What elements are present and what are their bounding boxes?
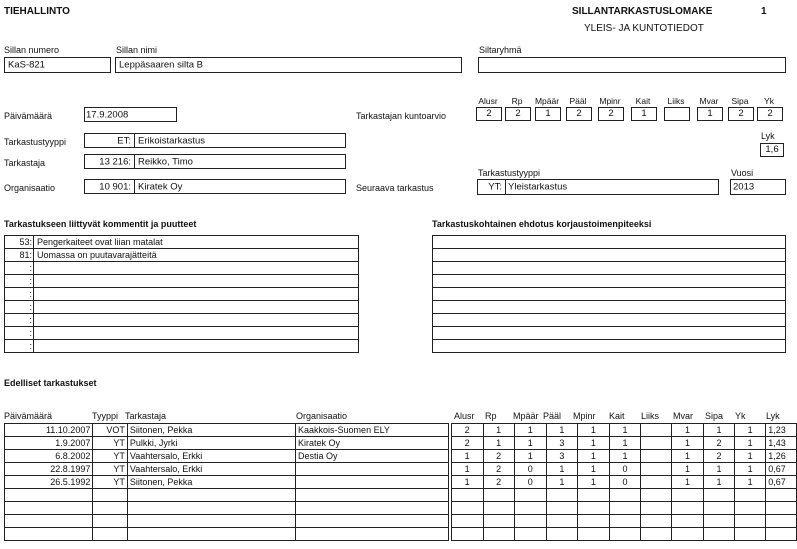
history-cell-yk: 1 (735, 450, 766, 463)
history-cell-yk: 1 (735, 437, 766, 450)
history-title: Edelliset tarkastukset (4, 378, 97, 388)
history-col-header: Sipa (705, 411, 724, 421)
history-cell-yk (735, 515, 766, 528)
comment-code: : (5, 288, 34, 301)
comment-code: : (5, 314, 34, 327)
history-cell-mpinr (577, 515, 609, 528)
inspector-separator (134, 155, 135, 168)
history-cell-kait (609, 528, 640, 541)
history-row[interactable] (5, 450, 797, 463)
history-cell-sipa: 2 (704, 450, 735, 463)
history-cell-sipa: 1 (704, 476, 735, 489)
history-cell-sipa (704, 489, 735, 502)
history-cell-sipa (704, 515, 735, 528)
proposal-row[interactable] (433, 327, 786, 340)
page-number: 1 (761, 6, 767, 17)
bridge-name-label: Sillan nimi (116, 45, 158, 55)
type-field[interactable] (84, 133, 346, 148)
history-col-header: Mvar (673, 411, 693, 421)
history-cell-mp-r: 1 (514, 437, 546, 450)
history-cell-p-iv-m-r- (5, 515, 93, 528)
history-cell-organisaatio (296, 502, 449, 515)
proposal-row[interactable] (433, 301, 786, 314)
history-cell-tyyppi (93, 515, 128, 528)
comment-text: Pengerkaiteet ovat liian matalat (34, 236, 359, 249)
next-inspection-label: Seuraava tarkastus (356, 183, 434, 193)
comment-row[interactable] (5, 314, 359, 327)
comment-text (34, 275, 359, 288)
history-cell-sipa (704, 528, 735, 541)
history-cell-tarkastaja: Vaahtersalo, Erkki (127, 450, 295, 463)
inspector-name: Reikko, Timo (138, 155, 193, 167)
organisation-separator (134, 180, 135, 193)
comment-text (34, 288, 359, 301)
next-type-label: Tarkastustyyppi (478, 168, 541, 178)
history-cell-alusr (451, 489, 483, 502)
history-cell-mpinr: 1 (577, 450, 609, 463)
history-row[interactable] (5, 528, 797, 541)
history-cell-kait: 1 (609, 450, 640, 463)
history-cell-mpinr (577, 502, 609, 515)
history-cell-yk: 1 (735, 424, 766, 437)
history-cell-lyk (766, 515, 797, 528)
date-label: Päivämäärä (4, 111, 53, 121)
history-cell-sipa: 1 (704, 424, 735, 437)
history-cell-p-l: 1 (546, 476, 577, 489)
proposal-row[interactable] (433, 314, 786, 327)
history-col-header: Päivämäärä (4, 411, 53, 421)
proposal-row[interactable] (433, 249, 786, 262)
history-row[interactable] (5, 463, 797, 476)
bridge-group-field[interactable] (478, 57, 786, 73)
history-cell-organisaatio (296, 515, 449, 528)
history-cell-liiks (641, 515, 672, 528)
history-cell-sipa: 2 (704, 437, 735, 450)
history-cell-kait: 1 (609, 424, 640, 437)
history-cell-tarkastaja (127, 489, 295, 502)
history-col-header: Tarkastaja (125, 411, 167, 421)
inspector-code: 13 216: (99, 155, 131, 167)
org-title: TIEHALLINTO (4, 6, 70, 17)
inspector-label: Tarkastaja (4, 158, 46, 168)
proposal-text (433, 327, 786, 340)
type-separator (134, 134, 135, 147)
history-cell-yk: 1 (735, 463, 766, 476)
history-cell-lyk: 1,43 (766, 437, 797, 450)
next-type-separator (505, 180, 506, 194)
history-cell-p-l (546, 515, 577, 528)
history-cell-lyk: 0,67 (766, 476, 797, 489)
comment-text (34, 340, 359, 353)
history-cell-mp-r: 0 (514, 463, 546, 476)
history-cell-mpinr: 1 (577, 463, 609, 476)
proposal-text (433, 301, 786, 314)
history-row[interactable] (5, 476, 797, 489)
date-value: 17.9.2008 (86, 108, 129, 120)
next-type-code: YT: (488, 181, 502, 193)
history-cell-mpinr: 1 (577, 437, 609, 450)
next-year-value: 2013 (733, 181, 755, 193)
proposal-text (433, 288, 786, 301)
comment-row[interactable] (5, 301, 359, 314)
history-cell-organisaatio: Destia Oy (296, 450, 449, 463)
bridge-number-field[interactable] (4, 57, 111, 73)
history-col-header: Yk (735, 411, 746, 421)
history-cell-tarkastaja (127, 528, 295, 541)
history-cell-kait: 0 (609, 476, 640, 489)
form-title: SILLANTARKASTUSLOMAKE (572, 6, 713, 17)
history-cell-yk (735, 528, 766, 541)
history-cell-p-iv-m-r-: 22.8.1997 (5, 463, 93, 476)
condition-score-rp[interactable]: 2 (505, 107, 531, 121)
history-cell-sipa (704, 502, 735, 515)
history-cell-alusr: 1 (451, 463, 483, 476)
history-cell-lyk (766, 489, 797, 502)
history-cell-tyyppi: YT (93, 476, 128, 489)
history-cell-mp-r (514, 515, 546, 528)
history-cell-kait: 0 (609, 463, 640, 476)
history-cell-yk (735, 489, 766, 502)
history-cell-organisaatio: Kaakkois-Suomen ELY (296, 424, 449, 437)
history-table (4, 423, 797, 541)
history-cell-kait (609, 515, 640, 528)
type-name: Erikoistarkastus (138, 134, 206, 146)
condition-col-label: Rp (511, 96, 523, 106)
history-cell-mp-r: 1 (514, 450, 546, 463)
comment-row[interactable] (5, 236, 359, 249)
organisation-code: 10 901: (99, 180, 131, 192)
history-cell-organisaatio (296, 528, 449, 541)
proposal-text (433, 249, 786, 262)
organisation-label: Organisaatio (4, 183, 56, 193)
organisation-name: Kiratek Oy (138, 180, 183, 192)
history-col-header: Rp (485, 411, 497, 421)
history-cell-tyyppi: YT (93, 463, 128, 476)
history-cell-p-l: 1 (546, 424, 577, 437)
history-col-header: Lyk (766, 411, 780, 421)
proposal-row[interactable] (433, 275, 786, 288)
history-cell-mvar: 1 (671, 424, 703, 437)
history-cell-liiks (641, 502, 672, 515)
history-cell-mpinr (577, 489, 609, 502)
organisation-field[interactable] (84, 179, 346, 194)
condition-col-label: Mpäär (534, 96, 560, 106)
proposal-text (433, 262, 786, 275)
history-cell-mvar: 1 (671, 437, 703, 450)
history-cell-rp: 2 (483, 476, 514, 489)
history-cell-rp (483, 515, 514, 528)
history-cell-organisaatio: Kiratek Oy (296, 437, 449, 450)
condition-score-kait[interactable]: 1 (631, 107, 657, 121)
history-cell-rp: 1 (483, 437, 514, 450)
history-cell-mpinr: 1 (577, 476, 609, 489)
comment-code: : (5, 301, 34, 314)
history-cell-kait (609, 502, 640, 515)
history-cell-kait: 1 (609, 437, 640, 450)
history-cell-liiks (641, 528, 672, 541)
history-cell-lyk: 1,26 (766, 450, 797, 463)
date-field[interactable] (84, 107, 177, 122)
next-type-field[interactable] (477, 179, 719, 195)
history-cell-p-iv-m-r-: 11.10.2007 (5, 424, 93, 437)
history-cell-rp: 1 (483, 424, 514, 437)
condition-col-label: Sipa (731, 96, 749, 106)
comment-code: 81: (5, 249, 34, 262)
lyk-value: 1,6 (765, 144, 779, 155)
history-cell-kait (609, 489, 640, 502)
bridge-name-value: Leppäsaaren silta B (119, 59, 203, 71)
history-cell-organisaatio (296, 489, 449, 502)
proposal-row[interactable] (433, 288, 786, 301)
bridge-name-field[interactable] (115, 57, 462, 73)
comment-row[interactable] (5, 275, 359, 288)
bridge-group-label: Siltaryhmä (479, 45, 522, 55)
history-cell-p-l: 3 (546, 450, 577, 463)
history-cell-p-l (546, 489, 577, 502)
condition-col-label: Yk (764, 96, 774, 106)
history-col-header: Kait (609, 411, 625, 421)
proposal-text (433, 275, 786, 288)
history-cell-mp-r (514, 489, 546, 502)
history-cell-mvar (671, 528, 703, 541)
history-cell-mp-r: 0 (514, 476, 546, 489)
history-cell-liiks (641, 476, 672, 489)
comment-code: : (5, 275, 34, 288)
inspector-field[interactable] (84, 154, 346, 169)
history-cell-lyk: 0,67 (766, 463, 797, 476)
comment-code: : (5, 327, 34, 340)
condition-score-mpäär[interactable]: 1 (535, 107, 561, 121)
history-cell-yk: 1 (735, 476, 766, 489)
history-col-header: Mpinr (573, 411, 596, 421)
history-cell-alusr: 1 (451, 450, 483, 463)
lyk-field[interactable] (760, 143, 784, 157)
history-cell-lyk (766, 502, 797, 515)
type-label: Tarkastustyyppi (4, 137, 67, 147)
history-cell-rp (483, 528, 514, 541)
proposal-row[interactable] (433, 262, 786, 275)
next-type-name: Yleistarkastus (508, 181, 568, 193)
condition-col-label: Alusr (478, 96, 498, 106)
bridge-number-label: Sillan numero (4, 45, 60, 55)
history-cell-rp (483, 489, 514, 502)
history-cell-mp-r (514, 528, 546, 541)
history-cell-mpinr: 1 (577, 424, 609, 437)
proposals-table (432, 235, 786, 353)
condition-label: Tarkastajan kuntoarvio (356, 111, 447, 121)
history-cell-tarkastaja (127, 502, 295, 515)
history-cell-liiks (641, 424, 672, 437)
comments-table (4, 235, 359, 353)
proposal-row[interactable] (433, 340, 786, 353)
history-cell-tarkastaja: Siitonen, Pekka (127, 476, 295, 489)
history-cell-p-l: 1 (546, 463, 577, 476)
history-cell-yk (735, 502, 766, 515)
history-row[interactable] (5, 515, 797, 528)
condition-score-mvar[interactable]: 1 (697, 107, 723, 121)
comment-text (34, 262, 359, 275)
history-cell-alusr: 2 (451, 424, 483, 437)
history-cell-mpinr (577, 528, 609, 541)
history-cell-liiks (641, 463, 672, 476)
history-cell-liiks (641, 437, 672, 450)
history-cell-p-iv-m-r- (5, 489, 93, 502)
history-cell-alusr: 2 (451, 437, 483, 450)
proposal-text (433, 340, 786, 353)
condition-col-label: Liiks (667, 96, 685, 106)
history-row[interactable] (5, 437, 797, 450)
history-cell-alusr (451, 528, 483, 541)
history-row[interactable] (5, 502, 797, 515)
history-cell-mvar (671, 502, 703, 515)
condition-score-yk[interactable]: 2 (757, 107, 783, 121)
condition-col-label: Mpinr (599, 96, 621, 106)
comment-row[interactable] (5, 262, 359, 275)
history-cell-alusr (451, 515, 483, 528)
comment-row[interactable] (5, 249, 359, 262)
comment-row[interactable] (5, 327, 359, 340)
comment-row[interactable] (5, 340, 359, 353)
history-col-header: Organisaatio (296, 411, 348, 421)
condition-col-label: Kait (635, 96, 651, 106)
comment-code: : (5, 262, 34, 275)
history-cell-tarkastaja: Siitonen, Pekka (127, 424, 295, 437)
condition-col-label: Pääl (569, 96, 587, 106)
history-col-header: Liiks (641, 411, 660, 421)
next-year-label: Vuosi (731, 168, 754, 178)
history-cell-p-iv-m-r-: 1.9.2007 (5, 437, 93, 450)
history-cell-p-iv-m-r- (5, 528, 93, 541)
history-cell-mp-r: 1 (514, 424, 546, 437)
condition-col-label: Mvar (699, 96, 719, 106)
comment-text: Uomassa on puutavarajätteitä (34, 249, 359, 262)
lyk-label: Lyk (761, 131, 775, 141)
history-cell-alusr: 1 (451, 476, 483, 489)
history-cell-p-l (546, 502, 577, 515)
history-cell-rp (483, 502, 514, 515)
history-cell-tyyppi (93, 528, 128, 541)
condition-score-mpinr[interactable]: 2 (598, 107, 624, 121)
history-cell-tyyppi: YT (93, 437, 128, 450)
history-cell-mvar: 1 (671, 450, 703, 463)
history-cell-tyyppi: YT (93, 450, 128, 463)
history-cell-tyyppi: VOT (93, 424, 128, 437)
history-col-header: Tyyppi (92, 411, 119, 421)
history-cell-lyk (766, 528, 797, 541)
history-cell-tarkastaja (127, 515, 295, 528)
condition-score-sipa[interactable]: 2 (728, 107, 754, 121)
history-col-header: Alusr (454, 411, 475, 421)
history-cell-organisaatio (296, 463, 449, 476)
history-cell-p-iv-m-r- (5, 502, 93, 515)
history-cell-organisaatio (296, 476, 449, 489)
history-row[interactable] (5, 489, 797, 502)
comment-code: 53: (5, 236, 34, 249)
condition-score-pääl[interactable]: 2 (566, 107, 592, 121)
history-cell-tarkastaja: Pulkki, Jyrki (127, 437, 295, 450)
proposal-text (433, 314, 786, 327)
history-cell-tyyppi (93, 489, 128, 502)
condition-score-liiks[interactable] (664, 107, 690, 121)
type-code: ET: (117, 134, 131, 146)
proposals-title: Tarkastuskohtainen ehdotus korjaustoimenpiteeksi (432, 219, 652, 229)
history-cell-liiks (641, 489, 672, 502)
history-cell-liiks (641, 450, 672, 463)
history-col-header: Mpäär (513, 411, 539, 421)
comment-text (34, 327, 359, 340)
proposal-text (433, 236, 786, 249)
comment-text (34, 301, 359, 314)
history-cell-mvar (671, 489, 703, 502)
proposal-row[interactable] (433, 236, 786, 249)
history-cell-lyk: 1,23 (766, 424, 797, 437)
history-cell-mvar (671, 515, 703, 528)
history-cell-p-l: 3 (546, 437, 577, 450)
history-cell-rp: 2 (483, 463, 514, 476)
comment-row[interactable] (5, 288, 359, 301)
history-row[interactable] (5, 424, 797, 437)
bridge-number-value: KaS-821 (8, 59, 45, 71)
comment-text (34, 314, 359, 327)
comment-code: : (5, 340, 34, 353)
history-cell-p-iv-m-r-: 26.5.1992 (5, 476, 93, 489)
history-cell-mvar: 1 (671, 476, 703, 489)
next-year-field[interactable] (730, 179, 786, 195)
comments-title: Tarkastukseen liittyvät kommentit ja puutteet (4, 219, 197, 229)
condition-score-alusr[interactable]: 2 (476, 107, 502, 121)
history-cell-tarkastaja: Vaahtersalo, Erkki (127, 463, 295, 476)
history-cell-mvar: 1 (671, 463, 703, 476)
history-cell-p-l (546, 528, 577, 541)
history-cell-mp-r (514, 502, 546, 515)
history-cell-sipa: 1 (704, 463, 735, 476)
history-col-header: Pääl (543, 411, 562, 421)
history-cell-rp: 2 (483, 450, 514, 463)
history-cell-tyyppi (93, 502, 128, 515)
form-subtitle: YLEIS- JA KUNTOTIEDOT (584, 23, 704, 34)
history-cell-p-iv-m-r-: 6.8.2002 (5, 450, 93, 463)
history-cell-alusr (451, 502, 483, 515)
